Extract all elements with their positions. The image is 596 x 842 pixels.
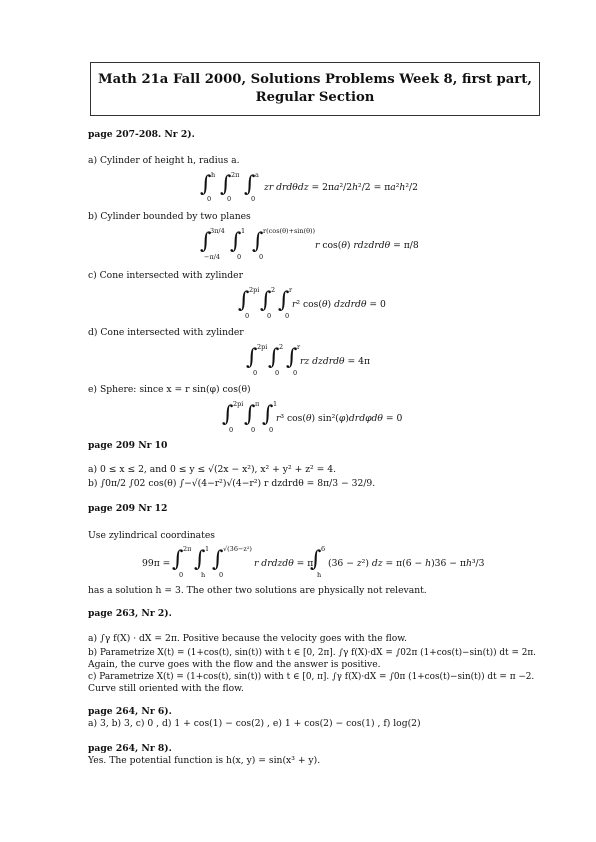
p263-part-c-line1: c) Parametrize X(t) = (1+cos(t), sin(t)) with t ∈ [0, π]. ∫γ f(X)·dX = ∫0π (1+cos(t)−sin(t)) dt = π −2.: [88, 672, 535, 682]
section-heading-p209-12: page 209 Nr 12: [88, 503, 168, 514]
part-d-label: d) Cone intersected with zylinder: [88, 327, 244, 338]
document-title-line1: Math 21a Fall 2000, Solutions Problems Week 8, first part,: [98, 72, 532, 87]
p209-10-part-b: b) ∫0π/2 ∫02 cos(θ) ∫−√(4−r²)√(4−r²) r dzdrdθ = 8π/3 − 32/9.: [88, 478, 376, 489]
p209-10-part-a: a) 0 ≤ x ≤ 2, and 0 ≤ y ≤ √(2x − x²), x² + y² + z² = 4.: [88, 464, 337, 475]
document-title-line2: Regular Section: [255, 90, 375, 105]
part-c-label: c) Cone intersected with zylinder: [88, 270, 243, 281]
equation-b: ∫ 3π/4 −π/4 ∫ 1 0 ∫ r(cos(θ)+sin(θ)) 0 r cos(θ) rdzdrdθ = π/8: [200, 227, 419, 261]
section-heading-p207: page 207-208. Nr 2).: [88, 129, 195, 140]
section-heading-p263-2: page 263, Nr 2).: [88, 608, 172, 619]
p263-part-a: a) ∫γ f(X) · dX = 2π. Positive because the velocity goes with the flow.: [88, 633, 407, 644]
p263-part-c-line2: Curve still oriented with the flow.: [88, 683, 244, 694]
part-b-label: b) Cylinder bounded by two planes: [88, 211, 251, 222]
part-a-label: a) Cylinder of height h, radius a.: [88, 155, 240, 166]
p209-12-intro: Use zylindrical coordinates: [88, 530, 215, 541]
equation-c: ∫ 2pi 0 ∫ 2 0 ∫ r 0 r² cos(θ) dzdrdθ = 0: [238, 286, 386, 320]
p263-part-b-line2: Again, the curve goes with the flow and the answer is positive.: [88, 659, 381, 670]
equation-a: ∫ h 0 ∫ 2π 0 ∫ a 0 zr drdθdz = 2πa²/2h²/2 = πa²h²/2: [200, 171, 418, 203]
p264-8-answer: Yes. The potential function is h(x, y) = sin(x³ + y).: [88, 755, 321, 766]
section-heading-p264-8: page 264, Nr 8).: [88, 743, 172, 754]
title-box: [90, 62, 540, 116]
equation-e: ∫ 2pi 0 ∫ π 0 ∫ 1 0 r³ cos(θ) sin²(φ)drdφdθ = 0: [222, 400, 403, 434]
p263-part-b-line1: b) Parametrize X(t) = (1+cos(t), sin(t)) with t ∈ [0, 2π]. ∫γ f(X)·dX = ∫02π (1+cos(t)−sin(t)) dt = 2π.: [88, 648, 536, 658]
part-e-label: e) Sphere: since x = r sin(φ) cos(θ): [88, 384, 251, 395]
p209-12-conclusion: has a solution h = 3. The other two solutions are physically not relevant.: [88, 585, 427, 596]
equation-d: ∫ 2pi 0 ∫ 2 0 ∫ r 0 rz dzdrdθ = 4π: [246, 343, 370, 377]
section-heading-p209-10: page 209 Nr 10: [88, 440, 168, 451]
equation-p209-12: 99π = ∫ 2π 0 ∫ 1 h ∫ √(36−z²) 0 r drdzdθ = π ∫ 6 h (36 − z²) dz = π(6 − h)36 − πh³/3: [142, 545, 485, 579]
p264-6-answers: a) 3, b) 3, c) 0 , d) 1 + cos(1) − cos(2) , e) 1 + cos(2) − cos(1) , f) log(2): [88, 718, 421, 729]
section-heading-p264-6: page 264, Nr 6).: [88, 706, 172, 717]
